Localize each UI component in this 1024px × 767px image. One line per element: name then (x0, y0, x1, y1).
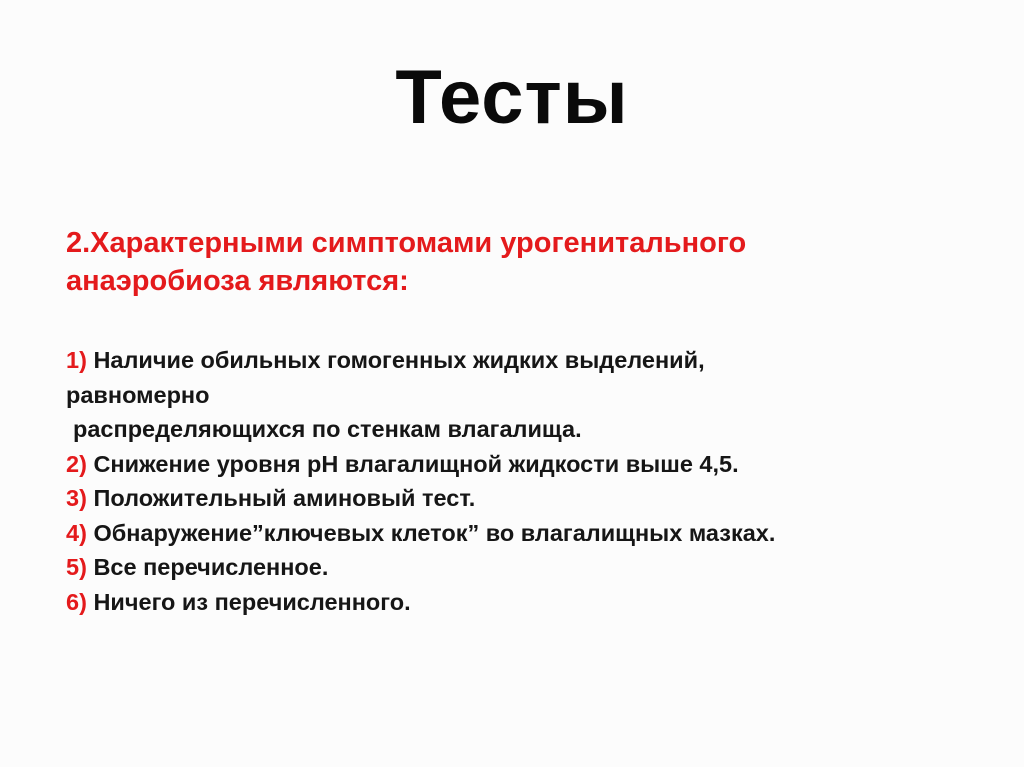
question-line-1: 2.Характерными симптомами урогенитального (66, 227, 747, 259)
option-text: Наличие обильных гомогенных жидких выделений, (93, 347, 705, 373)
option-number: 2) (66, 450, 87, 477)
question-line-2: анаэробиоза являются: (66, 265, 409, 297)
option-number: 3) (66, 485, 87, 511)
option-number: 6) (66, 588, 87, 615)
option-text: Ничего из перечисленного. (93, 588, 411, 615)
option-text: Все перечисленное. (93, 554, 329, 580)
option-5 (66, 550, 966, 585)
option-4 (66, 516, 966, 551)
option-text: Положительный аминовый тест. (93, 485, 476, 511)
answer-options (66, 343, 966, 619)
option-6 (66, 585, 966, 620)
option-1 (66, 343, 966, 378)
option-text: Снижение уровня pH влагалищной жидкости выше 4,5. (93, 450, 739, 477)
slide-title: Тесты (395, 55, 629, 140)
option-number: 4) (66, 519, 87, 546)
option-1-continuation: распределяющихся по стенкам влагалища. (73, 416, 582, 442)
option-2 (66, 447, 966, 482)
option-3 (66, 481, 966, 516)
option-text: Обнаружение”ключевых клеток” во влагалищных мазках. (93, 519, 776, 546)
option-number: 5) (66, 554, 87, 580)
question-text (66, 224, 966, 300)
option-1-continuation: равномерно (66, 381, 210, 408)
option-number: 1) (66, 347, 87, 373)
